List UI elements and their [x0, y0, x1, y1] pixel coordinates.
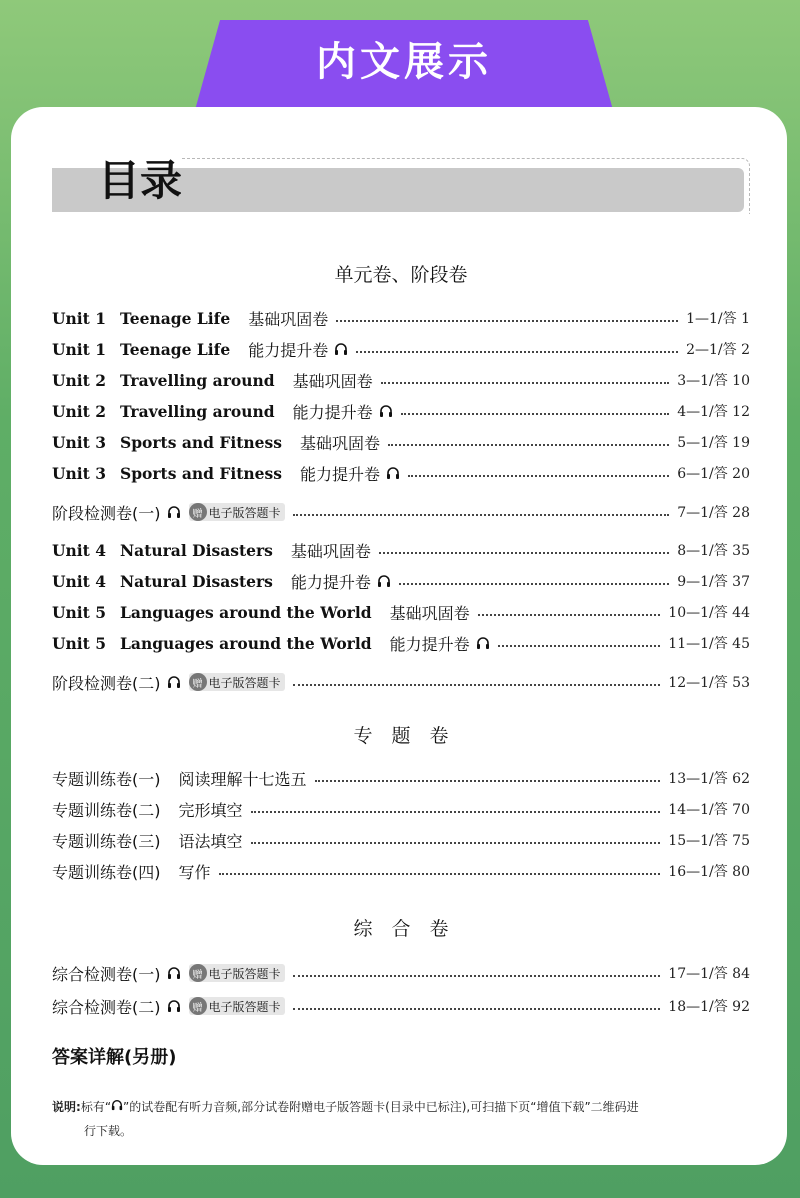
page-ref: 14—1/答 70: [668, 802, 750, 818]
unit-topic: Languages around the World: [120, 602, 372, 622]
e-answer-card-badge: [189, 964, 285, 982]
toc-row[interactable]: [52, 337, 750, 361]
paper-type: 能力提升卷: [300, 464, 381, 484]
gift-seal-icon: 赠: [189, 964, 207, 982]
note-text-part2: ”的试卷配有听力音频,部分试卷附赠电子版答题卡(目录中已标注),可扫描下页“增值下载”二维码进: [123, 1100, 639, 1114]
page-ref: 7—1/答 28: [677, 505, 750, 521]
page-ref: 17—1/答 84: [668, 966, 750, 982]
paper-type: 基础巩固卷: [248, 309, 329, 329]
toc-row[interactable]: [52, 399, 750, 423]
paper-type: 能力提升卷: [292, 402, 373, 422]
gift-label: 电子版答题卡: [208, 966, 281, 981]
toc-row[interactable]: [52, 306, 750, 330]
page-ref: 13—1/答 62: [668, 771, 750, 787]
gift-label: 电子版答题卡: [208, 675, 281, 690]
dot-leader: [401, 413, 670, 415]
paper-type: 能力提升卷: [290, 572, 371, 592]
dot-leader: [293, 684, 661, 686]
dot-leader: [388, 444, 669, 446]
dot-leader: [315, 780, 661, 782]
special-label: 专题训练卷(一): [52, 769, 161, 789]
stage-test-label: 阶段检测卷(一): [52, 503, 161, 523]
unit-topic: Natural Disasters: [120, 571, 273, 591]
toc-row[interactable]: [52, 859, 750, 883]
toc-row[interactable]: [52, 961, 750, 985]
page-ref: 11—1/答 45: [668, 636, 750, 652]
unit-topic: Teenage Life: [120, 308, 231, 328]
toc-row[interactable]: [52, 766, 750, 790]
unit-label: Unit 1: [52, 339, 107, 359]
dot-leader: [336, 320, 678, 322]
dot-leader: [478, 614, 661, 616]
unit-label: Unit 3: [52, 432, 107, 452]
gift-seal-icon: 赠: [189, 503, 207, 521]
headphone-icon: [111, 1095, 123, 1107]
headphone-icon: [476, 636, 490, 650]
unit-label: Unit 5: [52, 633, 107, 653]
toc-row[interactable]: [52, 368, 750, 392]
answers-title: 答案详解(另册): [52, 1047, 177, 1068]
toc-row[interactable]: [52, 600, 750, 624]
dot-leader: [251, 811, 661, 813]
unit-topic: Teenage Life: [120, 339, 231, 359]
comp-test-label: 综合检测卷(一): [52, 964, 161, 984]
page-ref: 6—1/答 20: [677, 466, 750, 482]
unit-label: Unit 1: [52, 308, 107, 328]
dot-leader: [251, 842, 661, 844]
note-label: 说明:: [52, 1100, 81, 1114]
unit-topic: Languages around the World: [120, 633, 372, 653]
page-ref: 8—1/答 35: [677, 543, 750, 559]
e-answer-card-badge: [189, 673, 285, 691]
special-title: 完形填空: [178, 800, 243, 820]
dot-leader: [498, 645, 661, 647]
headphone-icon: [334, 342, 348, 356]
page-ref: 9—1/答 37: [677, 574, 750, 590]
section-unit-title: 单元卷、阶段卷: [334, 264, 468, 286]
toc-row[interactable]: [52, 538, 750, 562]
dot-leader: [293, 975, 661, 977]
unit-topic: Sports and Fitness: [120, 463, 283, 483]
headphone-icon: [167, 505, 181, 519]
page-ref: 1—1/答 1: [686, 311, 750, 327]
unit-label: Unit 5: [52, 602, 107, 622]
toc-row[interactable]: [52, 797, 750, 821]
toc-row[interactable]: [52, 631, 750, 655]
page-ref: 16—1/答 80: [668, 864, 750, 880]
page-ref: 3—1/答 10: [677, 373, 750, 389]
toc-title: 目录: [98, 156, 183, 205]
headphone-icon: [377, 574, 391, 588]
unit-label: Unit 2: [52, 401, 107, 421]
gift-label: 电子版答题卡: [208, 505, 281, 520]
toc-header: [52, 150, 750, 214]
special-title: 语法填空: [178, 831, 243, 851]
special-title: 写作: [178, 862, 211, 882]
page-ref: 15—1/答 75: [668, 833, 750, 849]
section-special-title: 专 题 卷: [353, 725, 449, 747]
unit-label: Unit 4: [52, 571, 107, 591]
special-title: 阅读理解十七选五: [178, 769, 307, 789]
unit-topic: Sports and Fitness: [120, 432, 283, 452]
gift-seal-icon: 赠: [189, 673, 207, 691]
note-text-part1: 标有“: [80, 1100, 112, 1114]
gift-seal-icon: 赠: [189, 997, 207, 1015]
dot-leader: [381, 382, 670, 384]
dot-leader: [356, 351, 678, 353]
section-comprehensive-title: 综 合 卷: [353, 918, 449, 940]
dot-leader: [293, 1008, 661, 1010]
unit-label: Unit 4: [52, 540, 107, 560]
dot-leader: [408, 475, 669, 477]
toc-row[interactable]: [52, 828, 750, 852]
stage-test-label: 阶段检测卷(二): [52, 673, 161, 693]
note: [52, 1095, 752, 1143]
paper-type: 基础巩固卷: [300, 433, 381, 453]
page-ref: 2—1/答 2: [686, 342, 750, 358]
special-label: 专题训练卷(三): [52, 831, 161, 851]
e-answer-card-badge: [189, 997, 285, 1015]
paper-type: 基础巩固卷: [290, 541, 371, 561]
toc-row[interactable]: [52, 670, 750, 694]
paper-type: 基础巩固卷: [389, 603, 470, 623]
toc-row[interactable]: [52, 994, 750, 1018]
headphone-icon: [167, 999, 181, 1013]
note-text-part3: 行下载。: [84, 1124, 133, 1138]
paper-type: 基础巩固卷: [292, 371, 373, 391]
unit-label: Unit 2: [52, 370, 107, 390]
page-ref: 4—1/答 12: [677, 404, 750, 420]
paper-type: 能力提升卷: [389, 634, 470, 654]
dot-leader: [379, 552, 669, 554]
e-answer-card-badge: [189, 503, 285, 521]
headphone-icon: [386, 466, 400, 480]
toc-row[interactable]: [52, 569, 750, 593]
toc-row[interactable]: [52, 430, 750, 454]
dot-leader: [399, 583, 669, 585]
headphone-icon: [167, 675, 181, 689]
unit-topic: Travelling around: [120, 401, 275, 421]
unit-label: Unit 3: [52, 463, 107, 483]
headphone-icon: [167, 966, 181, 980]
unit-topic: Natural Disasters: [120, 540, 273, 560]
banner-title: 内文展示: [316, 39, 492, 85]
unit-topic: Travelling around: [120, 370, 275, 390]
comp-test-label: 综合检测卷(二): [52, 997, 161, 1017]
page-ref: 12—1/答 53: [668, 675, 750, 691]
page-ref: 10—1/答 44: [668, 605, 750, 621]
dot-leader: [293, 514, 670, 516]
page-ref: 5—1/答 19: [677, 435, 750, 451]
special-label: 专题训练卷(二): [52, 800, 161, 820]
headphone-icon: [379, 404, 393, 418]
toc-row[interactable]: [52, 500, 750, 524]
special-label: 专题训练卷(四): [52, 862, 161, 882]
page-ref: 18—1/答 92: [668, 999, 750, 1015]
dot-leader: [219, 873, 661, 875]
gift-label: 电子版答题卡: [208, 999, 281, 1014]
toc-row[interactable]: [52, 461, 750, 485]
paper-type: 能力提升卷: [248, 340, 329, 360]
